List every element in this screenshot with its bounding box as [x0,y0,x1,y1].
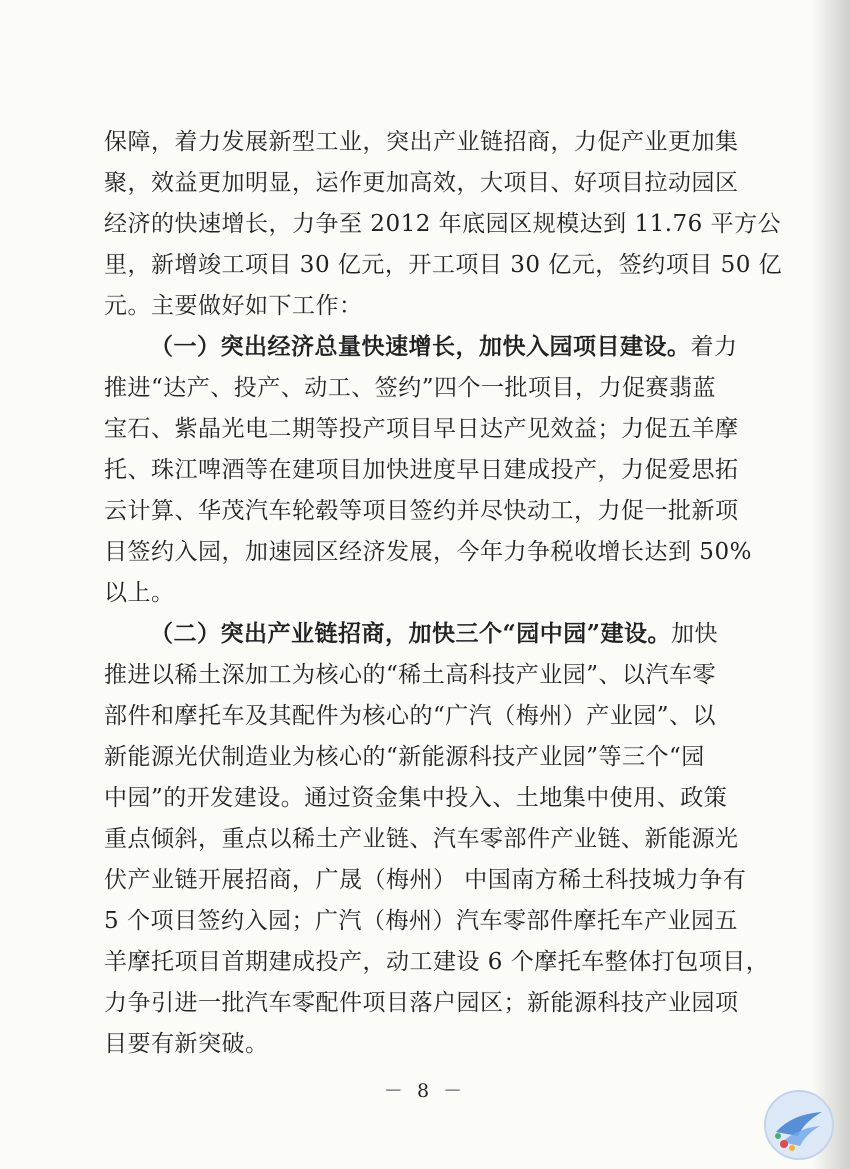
text-line: 力争引进一批汽车零配件项目落户园区；新能源科技产业园项 [104,990,739,1016]
text-line: 羊摩托项目首期建成投产，动工建设 6 个摩托车整体打包项目， [104,949,770,975]
text-line: 重点倾斜，重点以稀土产业链、汽车零部件产业链、新能源光 [104,826,739,852]
text-line: 推进以稀土深加工为核心的“稀土高科技产业园”、以汽车零 [104,662,717,688]
text-line: （二）突出产业链招商，加快三个“园中园”建设。加快 [150,620,718,647]
text-line: 云计算、华茂汽车轮毂等项目签约并尽快动工，力促一批新项 [104,498,739,524]
text-line: 目要有新突破。 [104,1031,269,1057]
text-line: 聚，效益更加明显，运作更加高效，大项目、好项目拉动园区 [104,170,739,196]
text-line: 新能源光伏制造业为核心的“新能源科技产业园”等三个“园 [104,744,705,770]
text-line: 宝石、紫晶光电二期等投产项目早日达产见效益；力促五羊摩 [104,416,739,442]
text-line: 托、珠江啤酒等在建项目加快进度早日建成投产，力促爱思拓 [104,457,739,483]
text-line: 元。主要做好如下工作： [104,293,363,319]
text-line: （一）突出经济总量快速增长，加快入园项目建设。着力 [150,333,738,360]
page-number: － 8 － [383,1080,467,1102]
watermark-logo-icon [762,1088,836,1162]
text-line: 经济的快速增长，力争至 2012 年底园区规模达到 11.76 平方公 [104,211,782,237]
text-line: 目签约入园，加速园区经济发展，今年力争税收增长达到 50% [104,539,752,565]
text-line: 里，新增竣工项目 30 亿元，开工项目 30 亿元，签约项目 50 亿 [104,252,783,278]
text-line: 保障，着力发展新型工业，突出产业链招商，力促产业更加集 [104,129,739,155]
text-line: 伏产业链开展招商，广晟（梅州） 中国南方稀土科技城力争有 [104,867,747,893]
text-line: 中园”的开发建设。通过资金集中投入、土地集中使用、政策 [104,785,728,811]
text-line: 部件和摩托车及其配件为核心的“广汽（梅州）产业园”、以 [104,703,717,729]
text-line: 推进“达产、投产、动工、签约”四个一批项目，力促赛翡蓝 [104,375,717,401]
section-heading: （二）突出产业链招商，加快三个“园中园”建设。 [150,620,671,647]
page-shadow [812,0,850,1169]
text-line: 5 个项目签约入园；广汽（梅州）汽车零部件摩托车产业园五 [104,908,738,934]
text-line: 以上。 [104,580,175,606]
section-heading: （一）突出经济总量快速增长，加快入园项目建设。 [150,333,691,360]
